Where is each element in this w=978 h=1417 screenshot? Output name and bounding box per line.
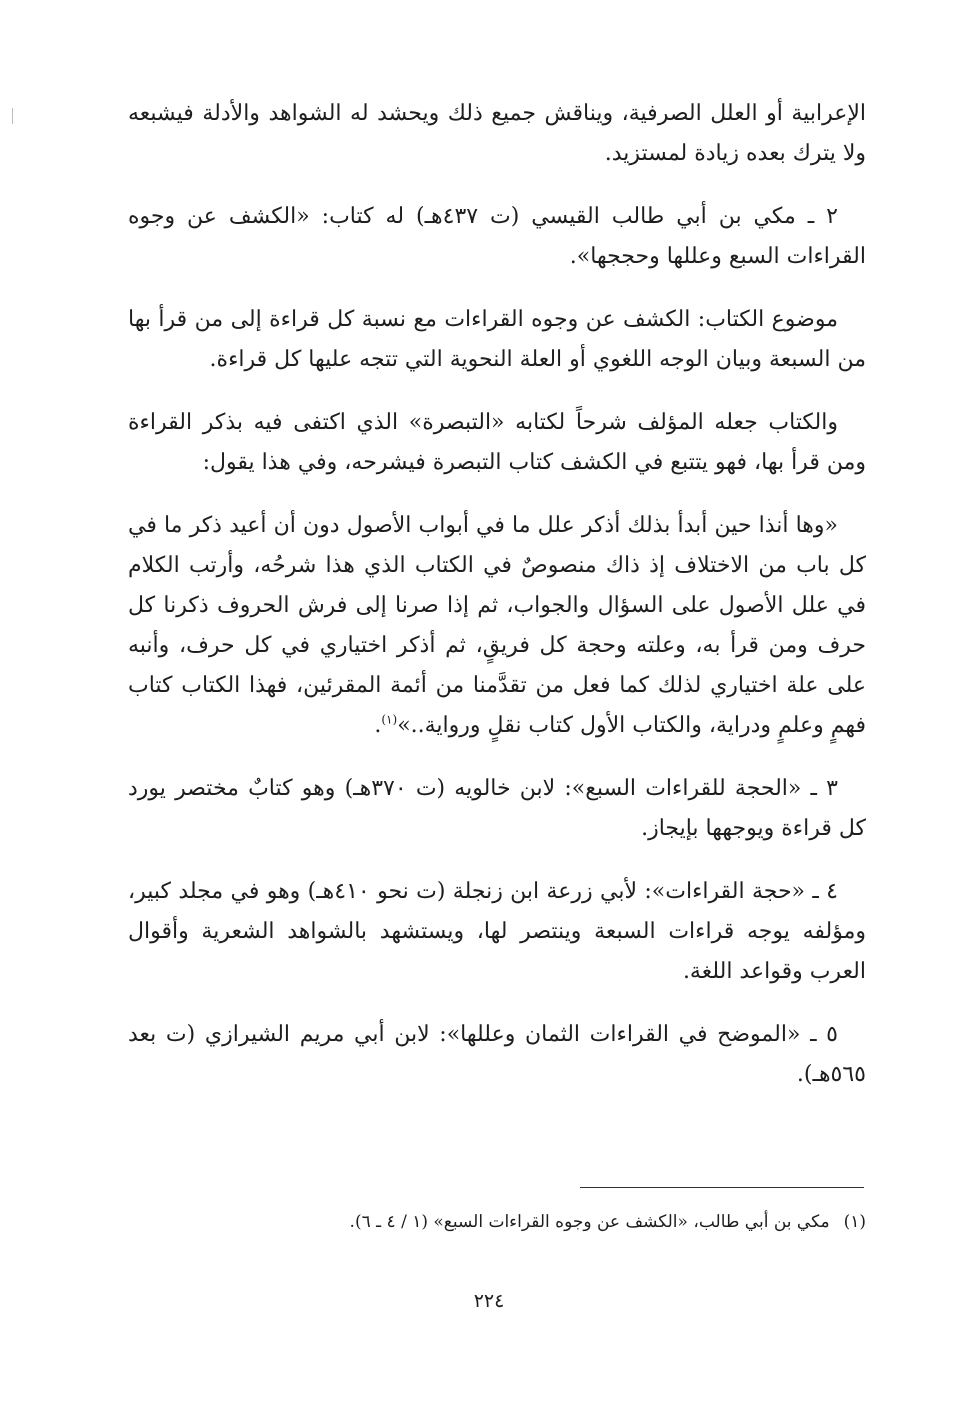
footnote-marker: (١)	[843, 1212, 866, 1232]
body-text	[128, 94, 866, 1118]
paragraph-continuation: الإعرابية أو العلل الصرفية، ويناقش جميع ذلك ويحشد له الشواهد والأدلة فيشبعه ولا يترك بعده زيادة لمستزيد.	[128, 101, 866, 166]
paragraph-quotation	[128, 506, 866, 746]
page-number: ٢٢٤	[473, 1290, 505, 1312]
paragraph-item-3-ibn-khalawayh: ٣ ـ «الحجة للقراءات السبع»: لابن خالويه (ت ٣٧٠هـ) وهو كتابٌ مختصر يورد كل قراءة ويوجهها بإيجاز.	[128, 776, 866, 841]
paragraph-item-4-abu-zurah: ٤ ـ «حجة القراءات»: لأبي زرعة ابن زنجلة (ت نحو ٤١٠هـ) وهو في مجلد كبير، ومؤلفه يوجه قراءات السبعة وينتصر لها، ويستشهد بالشواهد الشعرية وأقوال العرب وقواعد اللغة.	[128, 879, 867, 984]
paragraph-item-5-ibn-abi-maryam: ٥ ـ «الموضح في القراءات الثمان وعللها»: لابن أبي مريم الشيرازي (ت بعد ٥٦٥هـ).	[128, 1022, 866, 1087]
quotation-end-punctuation: .	[374, 713, 382, 738]
footnote-separator	[580, 1187, 864, 1188]
paragraph-book-description: والكتاب جعله المؤلف شرحاً لكتابه «التبصرة» الذي اكتفى فيه بذكر القراءة ومن قرأ بها، فهو يتتبع في الكشف كتاب التبصرة فيشرحه، وفي هذا يقول:	[128, 410, 866, 475]
paragraph-book-subject: موضوع الكتاب: الكشف عن وجوه القراءات مع نسبة كل قراءة إلى من قرأ بها من السبعة وبيان الوجه اللغوي أو العلة النحوية التي تتجه عليها كل قراءة.	[128, 307, 866, 372]
paragraph-item-2-makki: ٢ ـ مكي بن أبي طالب القيسي (ت ٤٣٧هـ) له كتاب: «الكشف عن وجوه القراءات السبع وعللها وحججها».	[128, 204, 866, 269]
footnote-reference[interactable]: (١)	[381, 712, 398, 727]
quotation-text: «وها أنذا حين أبدأ بذلك أذكر علل ما في أبواب الأصول دون أن أعيد ذكر ما في كل باب من الاختلاف إذ ذاك منصوصٌ في الكتاب الذي هذا شرحُه، وأرتب الكلام في علل الأصول على السؤال والجواب، ثم إذا صرنا إلى فرش الحروف ذكرنا كل حرف ومن قرأ به، وعلته وحجة كل فريقٍ، ثم أذكر اختياري في كل حرف، وأنبه على علة اختياري لذلك كما فعل من تقدَّمنا من أئمة المقرئين، فهذا الكتاب كتاب فهمٍ وعلمٍ ودراية، والكتاب الأول كتاب نقلٍ ورواية..»	[128, 513, 866, 738]
footnote-text: مكي بن أبي طالب، «الكشف عن وجوه القراءات السبع» (١ / ٤ ـ ٦).	[349, 1212, 830, 1232]
footnote	[200, 1208, 866, 1236]
scan-edge-mark	[12, 108, 13, 124]
